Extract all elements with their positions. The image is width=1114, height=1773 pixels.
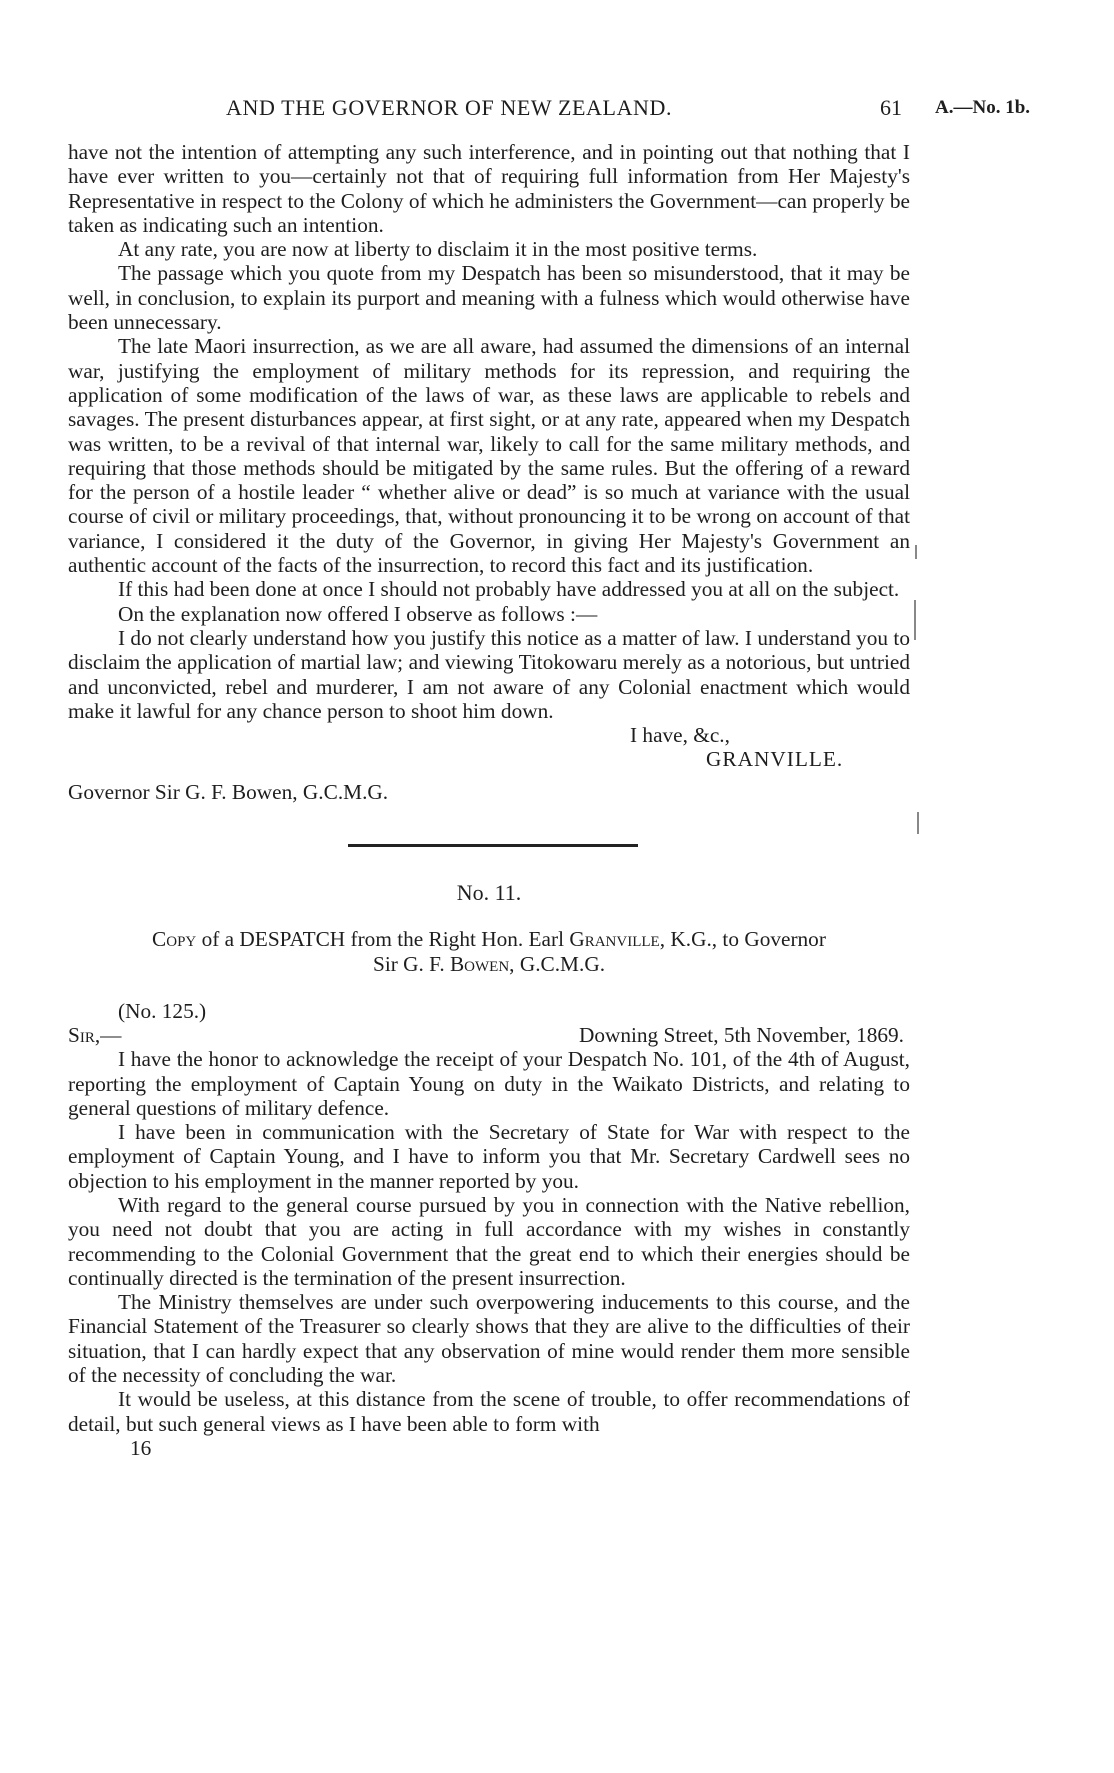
margin-mark bbox=[914, 600, 916, 640]
recipient-prefix: Sir G. F. bbox=[372, 952, 450, 977]
paragraph: I have the honor to acknowledge the receipt of your Despatch No. 101, of the 4th of August, reporting the employment of Captain Young on duty in the Waikato Districts, and relating to general questions of military defence. bbox=[68, 1047, 910, 1120]
heading-text: of a DESPATCH from the Right Hon. Earl bbox=[196, 927, 570, 952]
heading-text-2: , K.G., to Governor bbox=[659, 927, 826, 952]
dispatch-no: (No. 125.) bbox=[118, 998, 207, 1023]
page-body bbox=[68, 140, 910, 1460]
salutation: Sir,— bbox=[68, 1022, 122, 1047]
paragraph: I do not clearly understand how you justify this notice as a matter of law. I understand you to disclaim the application of martial law; and viewing Titokowaru merely as a notorious, but untried and unconvicted, rebel and murderer, I am not aware of any Colonial enactment which would make it lawful for any chance person to shoot him down. bbox=[68, 625, 910, 723]
signature: GRANVILLE. bbox=[706, 747, 844, 772]
paragraph: I have been in communication with the Secretary of State for War with respect to the employment of Captain Young, and I have to inform you that Mr. Secretary Cardwell sees no objection to his employment in the manner reported by you. bbox=[68, 1120, 910, 1193]
dateline: Downing Street, 5th November, 1869. bbox=[578, 1022, 904, 1047]
signature-mark: 16 bbox=[130, 1435, 152, 1460]
paragraph: With regard to the general course pursued by you in connection with the Native rebellion, you need not doubt that you are acting in full accordance with my wishes in constantly recommending to the Colonial Government that the great end to which their energies should be continually directed is the termination of the present insurrection. bbox=[68, 1192, 910, 1290]
margin-mark bbox=[917, 812, 919, 834]
copy-word: Copy bbox=[152, 927, 197, 952]
running-header bbox=[0, 95, 1114, 129]
despatch-number: No. 11. bbox=[456, 880, 522, 906]
addressee: Governor Sir G. F. Bowen, G.C.M.G. bbox=[68, 779, 389, 804]
salutation-row bbox=[68, 1023, 910, 1047]
sender-name: Granville bbox=[569, 927, 660, 952]
despatch-heading bbox=[68, 927, 910, 977]
paragraph: It would be useless, at this distance from the scene of trouble, to offer recommendations of detail, but such general views as I have been able to form with bbox=[68, 1387, 910, 1436]
paper-reference: A.—No. 1b. bbox=[935, 97, 1031, 118]
page-number: 61 bbox=[880, 95, 902, 120]
margin-mark bbox=[915, 545, 917, 559]
paragraph: The late Maori insurrection, as we are all aware, had assumed the dimensions of an internal war, justifying the employment of military methods for its repression, and requiring the application of some modification of the laws of war, as these laws are applicable to rebels and savages. The present disturbances appear, at first sight, or at any rate, appeared when my Despatch was written, to be a revival of that internal war, likely to call for the same military methods, and requiring that those methods should be mitigated by the same rules. But the offering of a reward for the person of a hostile leader “ whether alive or dead” is so much at variance with the usual course of civil or military proceedings, that, without pronouncing it to be wrong on account of that variance, I considered it the duty of the Governor, in giving Her Majesty's Government an authentic account of the facts of the insurrection, to record this fact and its justification. bbox=[68, 334, 910, 578]
recipient-name: Bowen bbox=[449, 952, 510, 977]
paragraph: have not the intention of attempting any such interference, and in pointing out that nothing that I have ever written to you—certainly not that of requiring full information from Her Majesty's Representative in respect to the Colony of which he administers the Government—can properly be taken as indicating such an intention. bbox=[68, 140, 910, 237]
paragraph: The passage which you quote from my Despatch has been so misunderstood, that it may be well, in conclusion, to explain its purport and meaning with a fulness which would otherwise have been unnecessary. bbox=[68, 261, 910, 335]
paragraph: The Ministry themselves are under such overpowering inducements to this course, and the Financial Statement of the Treasurer so clearly shows that they are alive to the difficulties of their situation, that I can hardly expect that any observation of mine would render them more sensible of the necessity of concluding the war. bbox=[68, 1290, 910, 1388]
header-title: AND THE GOVERNOR OF NEW ZEALAND. bbox=[226, 95, 673, 120]
section-divider bbox=[348, 844, 638, 847]
recipient-suffix: , G.C.M.G. bbox=[509, 952, 606, 977]
paragraph: If this had been done at once I should not probably have addressed you at all on the subject. bbox=[118, 577, 900, 602]
closing: I have, &c., bbox=[630, 723, 730, 748]
paragraph: At any rate, you are now at liberty to disclaim it in the most positive terms. bbox=[118, 237, 758, 262]
paragraph: On the explanation now offered I observe as follows :— bbox=[118, 601, 598, 626]
